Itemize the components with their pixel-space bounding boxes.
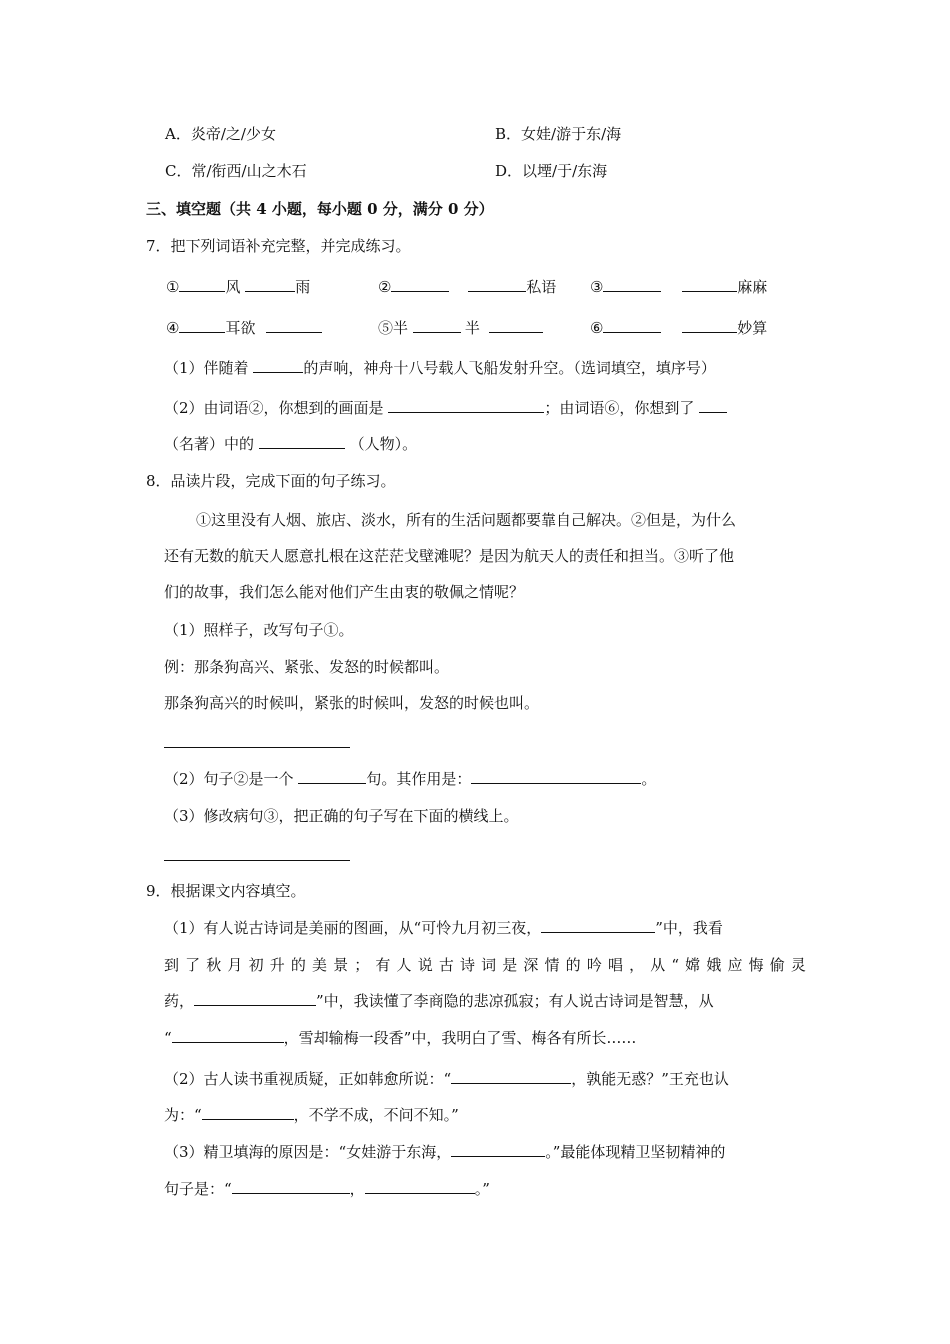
q7-stem: 7．把下列词语补充完整，并完成练习。 — [146, 237, 411, 255]
q8-sub-2: （2）句子②是一个 句。其作用是： 。 — [164, 770, 657, 788]
q9-sub-1: （1）有人说古诗词是美丽的图画，从“可怜九月初三夜， ”中，我看 — [164, 919, 723, 937]
q9-sub-2: （2）古人读书重视质疑，正如韩愈所说：“ ，孰能无惑？”王充也认 — [164, 1070, 729, 1088]
blank[interactable] — [266, 317, 322, 333]
blank[interactable] — [603, 317, 661, 333]
q9-sub-1-line-2: 到 了 秋 月 初 升 的 美 景 ； 有 人 说 古 诗 词 是 深 情 的 吟 唱 ， 从 “ 嫦 娥 应 悔 偷 灵 — [164, 956, 806, 974]
blank[interactable] — [232, 1178, 350, 1194]
blank[interactable] — [179, 276, 225, 292]
blank[interactable] — [603, 276, 661, 292]
option-c: C．常/衔西/山之木石 — [165, 162, 307, 180]
q8-passage-line-2: 还有无数的航天人愿意扎根在这茫茫戈壁滩呢？是因为航天人的责任和担当。③听了他 — [164, 547, 735, 565]
option-a: A．炎帝/之/少女 — [165, 125, 276, 143]
blank[interactable] — [468, 276, 526, 292]
q8-sub-1: （1）照样子，改写句子①。 — [164, 621, 354, 639]
q8-stem: 8．品读片段，完成下面的句子练习。 — [146, 472, 396, 490]
answer-line[interactable] — [164, 860, 350, 861]
blank[interactable] — [451, 1141, 545, 1157]
blank[interactable] — [179, 317, 225, 333]
blank[interactable] — [298, 768, 366, 784]
section-title: 三、填空题（共 4 小题，每小题 0 分，满分 0 分） — [146, 200, 494, 218]
blank[interactable] — [682, 317, 737, 333]
blank[interactable] — [259, 433, 345, 449]
q8-example-1: 例：那条狗高兴、紧张、发怒的时候都叫。 — [164, 658, 450, 676]
blank[interactable] — [172, 1027, 284, 1043]
answer-line[interactable] — [164, 747, 350, 748]
blank[interactable] — [451, 1068, 571, 1084]
blank[interactable] — [413, 317, 461, 333]
blank[interactable] — [682, 276, 737, 292]
blank[interactable] — [388, 397, 544, 413]
q8-example-2: 那条狗高兴的时候叫，紧张的时候叫，发怒的时候也叫。 — [164, 694, 540, 712]
q9-sub-3: （3）精卫填海的原因是：“女娃游于东海， 。”最能体现精卫坚韧精神的 — [164, 1143, 726, 1161]
q9-sub-1-line-4: “ ，雪却输梅一段香”中，我明白了雪、梅各有所长…… — [164, 1029, 637, 1047]
q7-sub-2-cont: （名著）中的 （人物）。 — [164, 435, 418, 453]
blank[interactable] — [245, 276, 295, 292]
q7-word-2: ② 私语 — [378, 278, 557, 296]
q8-passage-line-3: 们的故事，我们怎么能对他们产生由衷的敬佩之情呢？ — [164, 583, 525, 601]
q7-word-1: ① 风 雨 — [166, 278, 311, 296]
q9-sub-2-cont: 为：“ ，不学不成，不问不知。” — [164, 1106, 459, 1124]
q7-sub-2: （2）由词语②，你想到的画面是 ；由词语⑥，你想到了 — [164, 397, 727, 419]
q9-sub-3-cont: 句子是：“ ， 。” — [164, 1180, 490, 1198]
q7-word-3: ③ 麻麻 — [590, 278, 768, 296]
q9-sub-1-line-3: 药， ”中，我读懂了李商隐的悲凉孤寂；有人说古诗词是智慧，从 — [164, 992, 714, 1010]
q7-word-6: ⑥ 妙算 — [590, 319, 768, 337]
q7-word-4: ④ 耳欲 — [166, 317, 322, 339]
q9-stem: 9．根据课文内容填空。 — [146, 882, 306, 900]
blank[interactable] — [699, 397, 727, 413]
blank[interactable] — [471, 768, 641, 784]
blank[interactable] — [253, 357, 303, 373]
blank[interactable] — [489, 317, 543, 333]
q8-passage-line-1: ①这里没有人烟、旅店、淡水，所有的生活问题都要靠自己解决。②但是，为什么 — [196, 511, 737, 529]
q7-word-5: ⑤半 半 — [378, 317, 543, 339]
blank[interactable] — [391, 276, 449, 292]
q7-sub-1: （1）伴随着 的声响，神舟十八号载人飞船发射升空。（选词填空，填序号） — [164, 359, 716, 377]
option-b: B．女娃/游于东/海 — [495, 125, 622, 143]
blank[interactable] — [202, 1104, 294, 1120]
q8-sub-3: （3）修改病句③，把正确的句子写在下面的横线上。 — [164, 807, 519, 825]
blank[interactable] — [541, 917, 655, 933]
option-d: D．以堙/于/东海 — [495, 162, 608, 180]
blank[interactable] — [365, 1178, 475, 1194]
blank[interactable] — [194, 990, 316, 1006]
